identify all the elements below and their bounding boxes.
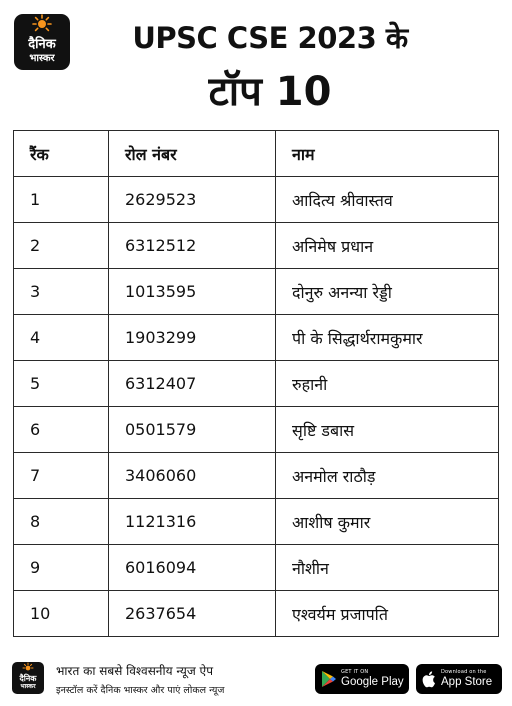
rank-cell: 5 bbox=[14, 361, 109, 407]
footer-logo bbox=[12, 662, 44, 694]
roll-number-cell: 1121316 bbox=[109, 499, 276, 545]
name-cell: अनिमेष प्रधान bbox=[276, 223, 499, 269]
dainik-bhaskar-logo bbox=[14, 14, 70, 70]
table-row bbox=[14, 269, 499, 315]
roll-number-cell: 3406060 bbox=[109, 453, 276, 499]
name-cell: पी के सिद्धार्थरामकुमार bbox=[276, 315, 499, 361]
name-cell: रुहानी bbox=[276, 361, 499, 407]
logo-line-2: भास्कर bbox=[29, 53, 55, 64]
column-header-roll-number: रोल नंबर bbox=[109, 131, 276, 177]
name-cell: आदित्य श्रीवास्तव bbox=[276, 177, 499, 223]
app-store-small-text: Download on the bbox=[441, 669, 487, 675]
rank-cell: 1 bbox=[14, 177, 109, 223]
google-play-small-text: GET IT ON bbox=[341, 669, 369, 675]
table-row bbox=[14, 499, 499, 545]
page-title-line-1: UPSC CSE 2023 के bbox=[132, 21, 408, 55]
table-row bbox=[14, 361, 499, 407]
footer-tagline: भारत का सबसे विश्वसनीय न्यूज ऐप bbox=[56, 664, 214, 678]
footer-logo-line-1: दैनिक bbox=[19, 674, 37, 683]
footer-app-promo bbox=[0, 650, 512, 706]
table-row bbox=[14, 223, 499, 269]
roll-number-cell: 6312512 bbox=[109, 223, 276, 269]
table-row bbox=[14, 177, 499, 223]
name-cell: एश्वर्यम प्रजापति bbox=[276, 591, 499, 637]
footer-logo-line-2: भास्कर bbox=[20, 683, 36, 690]
apple-icon bbox=[422, 670, 438, 688]
rank-cell: 3 bbox=[14, 269, 109, 315]
google-play-label: Google Play bbox=[341, 676, 404, 688]
roll-number-cell: 2629523 bbox=[109, 177, 276, 223]
page-title-line-2: टॉप 10 bbox=[208, 69, 332, 115]
app-store-label: App Store bbox=[441, 676, 493, 688]
top10-table bbox=[13, 130, 499, 637]
rank-cell: 2 bbox=[14, 223, 109, 269]
rank-cell: 10 bbox=[14, 591, 109, 637]
rank-cell: 8 bbox=[14, 499, 109, 545]
roll-number-cell: 1903299 bbox=[109, 315, 276, 361]
table-header-row bbox=[14, 131, 499, 177]
name-cell: अनमोल राठौड़ bbox=[276, 453, 499, 499]
table-row bbox=[14, 591, 499, 637]
roll-number-cell: 6312407 bbox=[109, 361, 276, 407]
name-cell: दोनुरु अनन्या रेड्डी bbox=[276, 269, 499, 315]
name-cell: सृष्टि डबास bbox=[276, 407, 499, 453]
roll-number-cell: 2637654 bbox=[109, 591, 276, 637]
footer-install-text: इनस्टॉल करें दैनिक भास्कर और पाएं लोकल न्यूज bbox=[56, 685, 225, 696]
column-header-name: नाम bbox=[276, 131, 499, 177]
rank-cell: 6 bbox=[14, 407, 109, 453]
table-row bbox=[14, 545, 499, 591]
app-store-badge[interactable] bbox=[416, 664, 502, 694]
logo-line-1: दैनिक bbox=[28, 37, 56, 52]
roll-number-cell: 1013595 bbox=[109, 269, 276, 315]
google-play-badge[interactable] bbox=[315, 664, 409, 694]
column-header-rank: रैंक bbox=[14, 131, 109, 177]
roll-number-cell: 6016094 bbox=[109, 545, 276, 591]
roll-number-cell: 0501579 bbox=[109, 407, 276, 453]
table-row bbox=[14, 315, 499, 361]
name-cell: आशीष कुमार bbox=[276, 499, 499, 545]
table-row bbox=[14, 453, 499, 499]
rank-cell: 7 bbox=[14, 453, 109, 499]
rank-cell: 4 bbox=[14, 315, 109, 361]
google-play-icon bbox=[321, 670, 337, 688]
table-row bbox=[14, 407, 499, 453]
rank-cell: 9 bbox=[14, 545, 109, 591]
name-cell: नौशीन bbox=[276, 545, 499, 591]
